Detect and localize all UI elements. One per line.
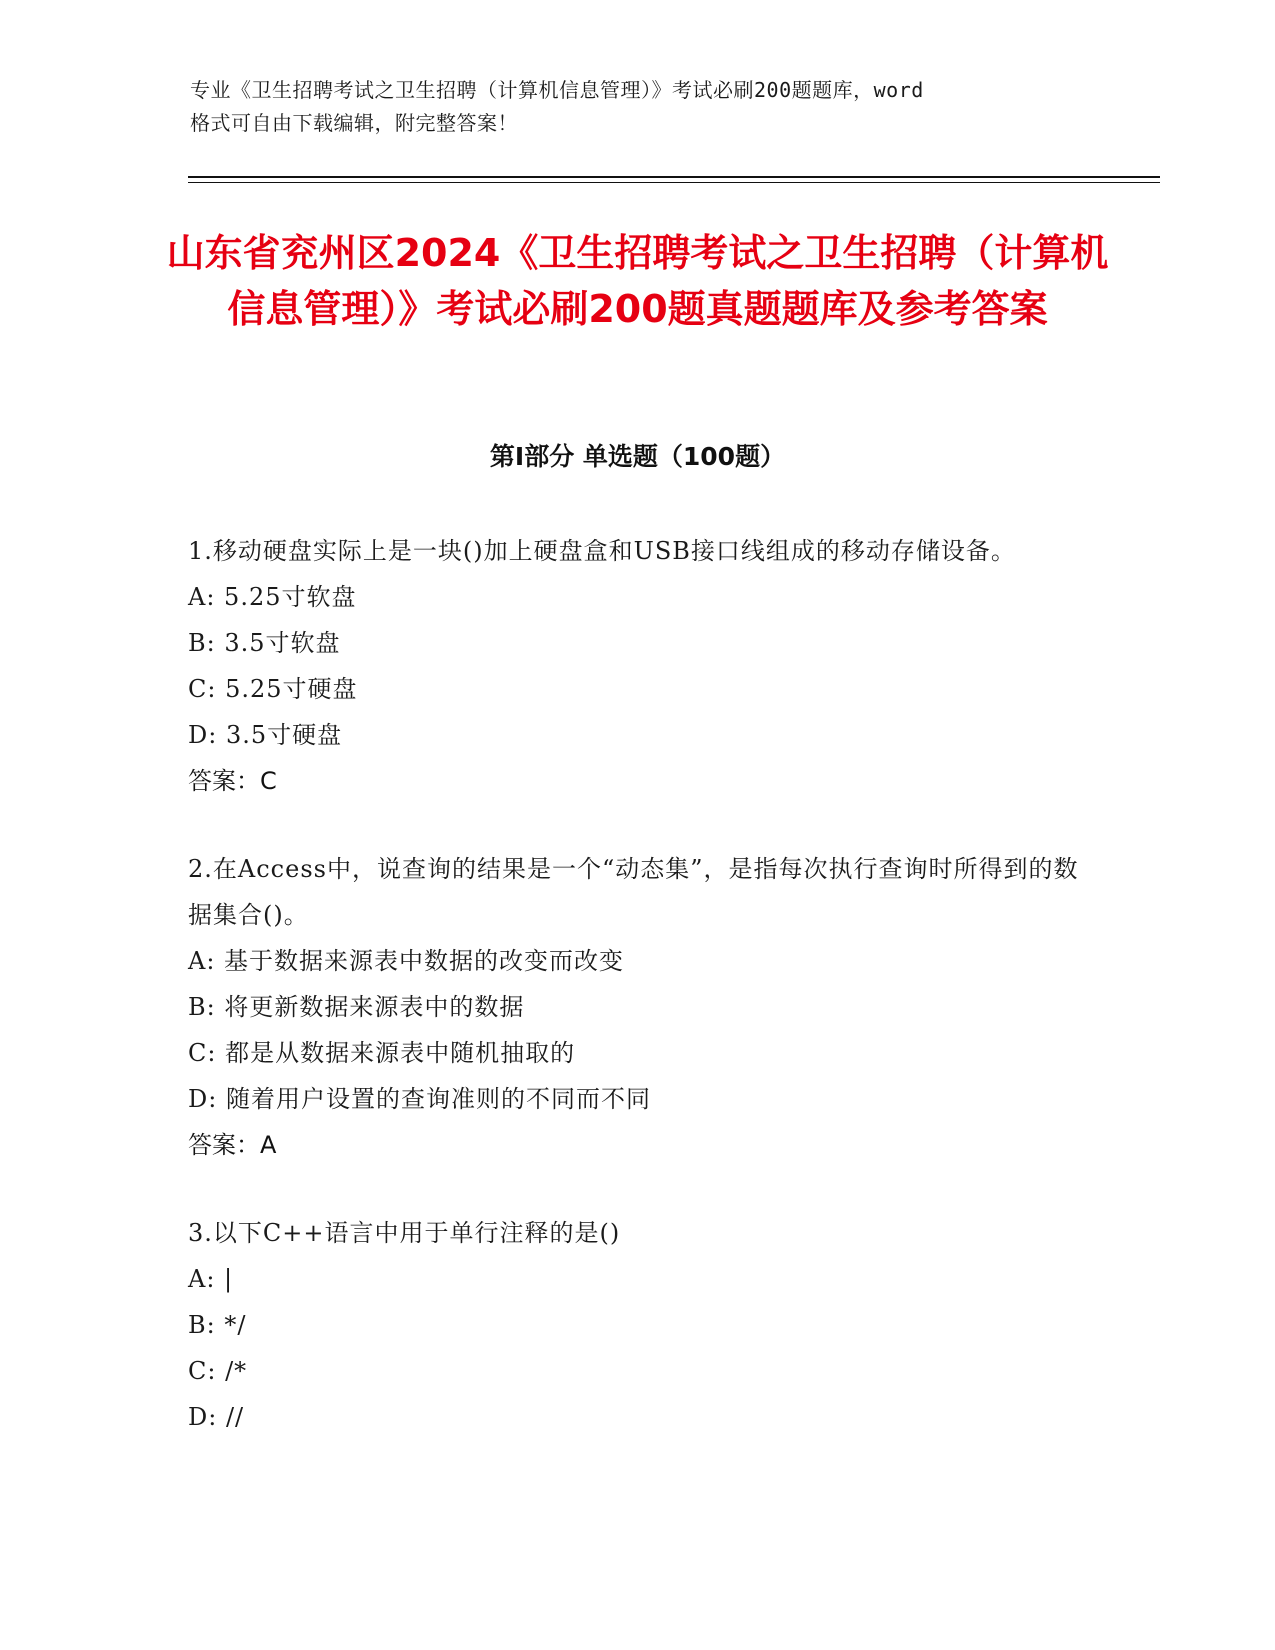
option-a: A: |	[188, 1265, 234, 1293]
header-note-line-2: 格式可自由下载编辑，附完整答案！	[190, 111, 518, 135]
option-b: B: */	[188, 1311, 247, 1339]
option-d: D: 3.5寸硬盘	[188, 721, 343, 749]
document-title: 山东省兖州区2024《卫生招聘考试之卫生招聘（计算机信息管理）》考试必刷200题真题题库及参考答案	[166, 231, 1109, 331]
question-stem: 3.以下C++语言中用于单行注释的是()	[188, 1219, 621, 1247]
header-rule-thick	[188, 176, 1160, 178]
option-c: C: /*	[188, 1357, 248, 1385]
question-stem: 2.在Access中，说查询的结果是一个“动态集”，是指每次执行查询时所得到的数据集合()。	[188, 855, 1079, 929]
section-heading: 第I部分 单选题（100题）	[489, 442, 786, 471]
question-1	[188, 528, 1088, 804]
header-rule-thin	[188, 182, 1160, 183]
header-note-line-1: 专业《卫生招聘考试之卫生招聘（计算机信息管理）》考试必刷200题题库，word	[190, 78, 924, 102]
header-note	[190, 74, 1090, 140]
question-list	[188, 528, 1088, 1482]
question-3	[188, 1210, 1088, 1440]
option-a: A: 5.25寸软盘	[188, 583, 357, 611]
question-2	[188, 846, 1088, 1168]
option-b: B: 3.5寸软盘	[188, 629, 341, 657]
question-stem: 1.移动硬盘实际上是一块()加上硬盘盒和USB接口线组成的移动存储设备。	[188, 537, 1016, 565]
option-c: C: 5.25寸硬盘	[188, 675, 358, 703]
option-c: C: 都是从数据来源表中随机抽取的	[188, 1039, 576, 1067]
option-d: D: 随着用户设置的查询准则的不同而不同	[188, 1085, 651, 1113]
answer-line: 答案：C	[188, 767, 277, 795]
option-d: D: //	[188, 1403, 245, 1431]
option-a: A: 基于数据来源表中数据的改变而改变	[188, 947, 625, 975]
option-b: B: 将更新数据来源表中的数据	[188, 993, 525, 1021]
answer-line: 答案：A	[188, 1131, 277, 1159]
